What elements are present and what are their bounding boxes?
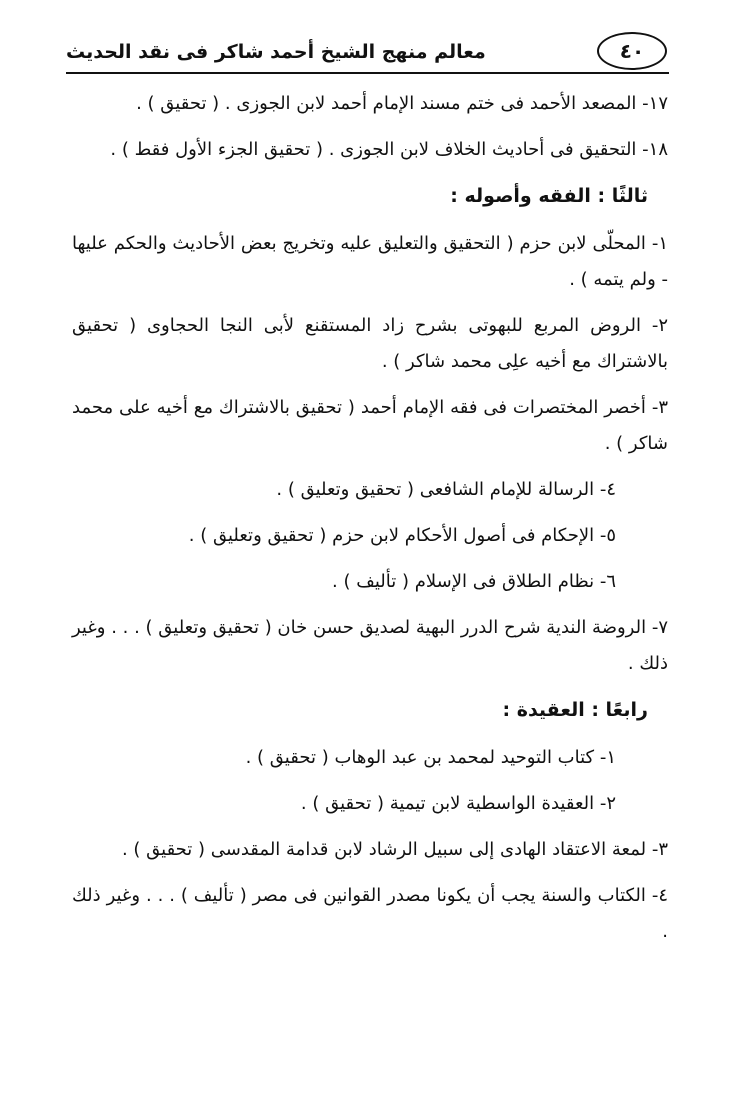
list-item: ٤- الكتاب والسنة يجب أن يكونا مصدر القوانين فى مصر ( تأليف ) . . . وغير ذلك .	[72, 885, 668, 942]
list-item: ٣- أخصر المختصرات فى فقه الإمام أحمد ( تحقيق بالاشتراك مع أخيه على محمد شاكر ) .	[72, 397, 668, 454]
list-item: ٤- الرسالة للإمام الشافعى ( تحقيق وتعليق ) .	[276, 479, 616, 500]
list-item: ٢- الروض المربع للبهوتى بشرح زاد المستقنع لأبى النجا الحجاوى ( تحقيق بالاشتراك مع أخيه علِى محمد شاكر ) .	[72, 315, 668, 372]
running-title: معالم منهج الشيخ أحمد شاكر فى نقد الحديث	[66, 41, 486, 63]
list-item: ١- المحلّى لابن حزم ( التحقيق والتعليق عليه وتخريج بعض الأحاديث والحكم عليها - ولم يتمه ) .	[72, 233, 668, 290]
list-item: ٥- الإحكام فى أصول الأحكام لابن حزم ( تحقيق وتعليق ) .	[188, 525, 616, 546]
section-heading-aqeedah: رابعًا : العقيدة :	[502, 699, 648, 721]
header-divider	[66, 72, 669, 74]
page-body	[72, 86, 668, 960]
list-item: ٢- العقيدة الواسطية لابن تيمية ( تحقيق ) .	[300, 793, 616, 814]
section-heading-fiqh: ثالثًا : الفقه وأصوله :	[450, 185, 648, 207]
list-item: ١٧- المصعد الأحمد فى ختم مسند الإمام أحمد لابن الجوزى . ( تحقيق ) .	[136, 93, 668, 114]
page-header	[66, 30, 669, 74]
list-item: ٧- الروضة الندية شرح الدرر البهية لصديق حسن خان ( تحقيق وتعليق ) . . . وغير ذلك .	[72, 617, 668, 674]
list-item: ٦- نظام الطلاق فى الإسلام ( تأليف ) .	[332, 571, 616, 592]
list-item: ٣- لمعة الاعتقاد الهادى إلى سبيل الرشاد لابن قدامة المقدسى ( تحقيق ) .	[121, 839, 668, 860]
page-number: ٤٠	[597, 32, 667, 70]
list-item: ١- كتاب التوحيد لمحمد بن عبد الوهاب ( تحقيق ) .	[245, 747, 616, 768]
list-item: ١٨- التحقيق فى أحاديث الخلاف لابن الجوزى . ( تحقيق الجزء الأول فقط ) .	[110, 139, 668, 160]
